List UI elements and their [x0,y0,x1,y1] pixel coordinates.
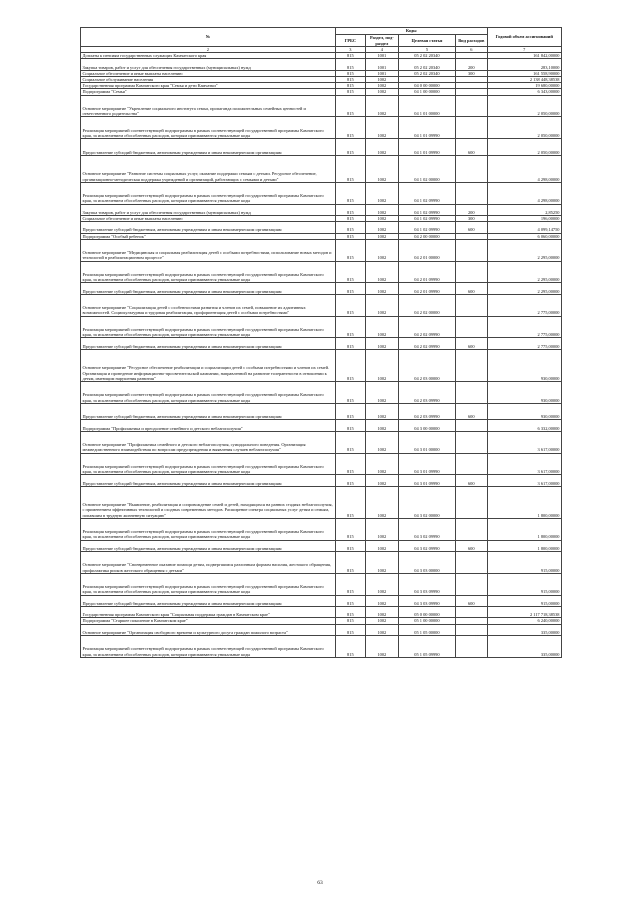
row-target-article: 04 3 03 09990 [398,573,455,595]
row-description: Реализация мероприятий соответствующей подпрограммы в рамках соответствующей государственной программы Камчатского края, за исключением обособленных расходов, которым присваиваются уникальные коды [81,316,336,338]
row-razdel: 1002 [365,636,398,658]
row-razdel: 1002 [365,573,398,595]
row-description: Основное мероприятие "Развитие системы социальных услуг, оказание поддержки семьям с детьми. Ресурсное обеспечение, организационно-методическая поддержка учреждений и организаций, работающих с семьями и детьми" [81,155,336,182]
row-description: Реализация мероприятий соответствующей подпрограммы в рамках соответствующей государственной программы Камчатского края, за исключением обособленных расходов, которым присваиваются уникальные коды [81,453,336,475]
row-razdel: 1002 [365,261,398,283]
row-expense-type: 600 [456,475,487,486]
row-razdel: 1002 [365,453,398,475]
header-index: 6 [456,47,487,53]
row-expense-type: 600 [456,222,487,233]
row-grbs: 815 [335,77,365,83]
header-vr: Вид расходов [456,35,487,47]
row-grbs: 815 [335,294,365,316]
row-grbs: 815 [335,431,365,453]
row-description: Предоставление субсидий бюджетным, автономным учреждениям и иным некоммерческим организациям [81,283,336,294]
row-amount: 2 775,00000 [487,338,561,349]
row-amount: 2 775,00000 [487,316,561,338]
table-row [81,636,562,658]
row-razdel: 1002 [365,222,398,233]
row-target-article: 04 2 02 00000 [398,294,455,316]
row-amount: 1 800,00000 [487,540,561,551]
row-target-article: 04 3 01 00000 [398,431,455,453]
row-amount: 19 680,00000 [487,83,561,89]
page-number: 63 [317,880,323,886]
row-amount: 2 050,00000 [487,117,561,139]
header-index: 3 [335,47,365,53]
row-amount: 2 295,00000 [487,239,561,261]
row-razdel: 1002 [365,381,398,403]
row-grbs: 815 [335,83,365,89]
row-expense-type [456,239,487,261]
row-expense-type [456,453,487,475]
row-target-article: 04 2 03 09990 [398,403,455,420]
row-description: Предоставление субсидий бюджетным, автономным учреждениям и иным некоммерческим организациям [81,475,336,486]
header-codes: Коды [335,28,487,35]
row-amount: 6 332,00000 [487,420,561,431]
row-razdel: 1002 [365,624,398,635]
header-grbs: ГРБС [335,35,365,47]
table-row [81,338,562,349]
row-target-article: 04 3 01 09990 [398,453,455,475]
row-expense-type: 600 [456,403,487,420]
row-amount: 335,00000 [487,636,561,658]
row-target-article: 05 1 05 00000 [398,624,455,635]
row-amount: 2 050,00000 [487,139,561,156]
table-row [81,518,562,540]
table-row [81,624,562,635]
row-description: Основное мероприятие "Медицинская и социальная реабилитация детей с особыми потребностями, использование новых методов и технологий в реабилитационном процессе" [81,239,336,261]
row-description: Реализация мероприятий соответствующей подпрограммы в рамках соответствующей государственной программы Камчатского края, за исключением обособленных расходов, которым присваиваются уникальные коды [81,381,336,403]
row-target-article: 04 2 03 09990 [398,381,455,403]
row-razdel: 1001 [365,59,398,70]
row-description: Основное мероприятие "Выявление, реабилитация и сопровождение семей и детей, находящихся на ранних стадиях неблагополучия, с применением эффективных технологий и сходных современных методов. Расширение спектра социальных услуг детям и семьям, попавшим в трудную жизненную ситуацию" [81,486,336,518]
row-description: Реализация мероприятий соответствующей подпрограммы в рамках соответствующей государственной программы Камчатского края, за исключением обособленных расходов, которым присваиваются уникальные коды [81,182,336,204]
row-expense-type [456,607,487,618]
row-target-article: 04 1 02 09990 [398,204,455,215]
row-description: Подпрограмма "Профилактика и преодоление семейного и детского неблагополучия" [81,420,336,431]
row-expense-type: 300 [456,215,487,221]
row-grbs: 815 [335,573,365,595]
table-row [81,381,562,403]
row-description: Предоставление субсидий бюджетным, автономным учреждениям и иным некоммерческим организациям [81,595,336,606]
row-amount: 2,85250 [487,204,561,215]
row-grbs: 815 [335,233,365,239]
row-target-article: 05 2 02 20340 [398,53,455,59]
row-razdel: 1002 [365,475,398,486]
row-grbs: 815 [335,607,365,618]
row-amount: 1 800,00000 [487,486,561,518]
row-description: Подпрограмма "Старшее поколение в Камчатском крае" [81,618,336,624]
row-description: Предоставление субсидий бюджетным, автономным учреждениям и иным некоммерческим организациям [81,540,336,551]
row-description: Предоставление субсидий бюджетным, автономным учреждениям и иным некоммерческим организациям [81,403,336,420]
row-target-article: 05 0 00 00000 [398,607,455,618]
table-row [81,552,562,574]
table-row [81,222,562,233]
row-expense-type: 600 [456,540,487,551]
row-amount: 2 295,00000 [487,283,561,294]
document-page [80,27,562,658]
row-grbs: 815 [335,338,365,349]
table-row [81,294,562,316]
row-razdel: 1002 [365,283,398,294]
row-expense-type [456,261,487,283]
row-razdel: 1002 [365,595,398,606]
row-grbs: 815 [335,552,365,574]
row-target-article: 04 2 02 09990 [398,338,455,349]
row-amount: 283,10000 [487,59,561,70]
row-expense-type [456,95,487,117]
table-row [81,261,562,283]
row-expense-type [456,117,487,139]
row-expense-type: 600 [456,595,487,606]
row-target-article: 04 1 02 00000 [398,155,455,182]
row-grbs: 815 [335,403,365,420]
row-amount: 161 842,00000 [487,53,561,59]
row-razdel: 1001 [365,70,398,76]
table-row [81,540,562,551]
row-target-article: 04 1 01 00000 [398,95,455,117]
row-description: Реализация мероприятий соответствующей подпрограммы в рамках соответствующей государственной программы Камчатского края, за исключением обособленных расходов, которым присваиваются уникальные коды [81,636,336,658]
row-description: Предоставление субсидий бюджетным, автономным учреждениям и иным некоммерческим организациям [81,222,336,233]
row-amount: 915,00000 [487,573,561,595]
row-grbs: 815 [335,239,365,261]
row-amount: 2 117 718,38538 [487,607,561,618]
row-amount: 6 240,00000 [487,618,561,624]
row-amount: 915,00000 [487,595,561,606]
table-row [81,486,562,518]
table-row [81,155,562,182]
table-row [81,431,562,453]
row-target-article: 04 1 00 00000 [398,89,455,95]
table-row [81,595,562,606]
row-description: Основное мероприятие "Организация свободного времени и культурного досуга граждан пожилого возраста" [81,624,336,635]
row-grbs: 815 [335,486,365,518]
row-grbs: 815 [335,139,365,156]
row-target-article: 04 1 01 09990 [398,117,455,139]
row-grbs: 815 [335,70,365,76]
row-razdel: 1002 [365,540,398,551]
row-target-article: 04 3 00 00000 [398,420,455,431]
row-target-article: 04 3 02 09990 [398,540,455,551]
table-row [81,316,562,338]
row-amount: 196,00000 [487,215,561,221]
row-amount: 4 298,00000 [487,182,561,204]
row-grbs: 815 [335,89,365,95]
row-amount: 2 775,00000 [487,294,561,316]
row-description: Основное мероприятие "Укрепление социального института семьи, пропаганда положительных семейных ценностей и ответственного родительства" [81,95,336,117]
row-razdel: 1002 [365,233,398,239]
table-row [81,403,562,420]
row-grbs: 815 [335,182,365,204]
row-razdel: 1001 [365,53,398,59]
table-row [81,239,562,261]
table-row [81,420,562,431]
row-expense-type [456,349,487,381]
row-expense-type [456,552,487,574]
row-grbs: 815 [335,117,365,139]
row-grbs: 815 [335,204,365,215]
row-description: Социальное обеспечение и иные выплаты населению [81,215,336,221]
row-description: Государственная программа Камчатского края "Семья и дети Камчатки" [81,83,336,89]
row-description: Реализация мероприятий соответствующей подпрограммы в рамках соответствующей государственной программы Камчатского края, за исключением обособленных расходов, которым присваиваются уникальные коды [81,261,336,283]
budget-table [80,27,562,658]
row-target-article: 04 2 01 09990 [398,261,455,283]
row-grbs: 815 [335,420,365,431]
row-description: Закупка товаров, работ и услуг для обеспечения государственных (муниципальных) нужд [81,204,336,215]
row-grbs: 815 [335,95,365,117]
row-razdel: 1002 [365,83,398,89]
row-grbs: 815 [335,540,365,551]
header-index: 4 [365,47,398,53]
row-amount: 3 617,00000 [487,475,561,486]
row-razdel: 1002 [365,316,398,338]
row-description: Социальное обслуживание населения [81,77,336,83]
row-razdel: 1002 [365,403,398,420]
row-grbs: 815 [335,53,365,59]
table-row [81,139,562,156]
row-expense-type [456,636,487,658]
row-description: Государственная программа Камчатского края "Социальная поддержка граждан в Камчатском крае" [81,607,336,618]
row-grbs: 815 [335,349,365,381]
row-grbs: 815 [335,59,365,70]
row-target-article: 04 3 02 09990 [398,518,455,540]
row-amount: 3 617,00000 [487,431,561,453]
row-grbs: 815 [335,316,365,338]
row-amount: 2 295,00000 [487,261,561,283]
row-expense-type [456,431,487,453]
row-expense-type [456,316,487,338]
row-grbs: 815 [335,595,365,606]
row-expense-type [456,155,487,182]
row-expense-type [456,294,487,316]
row-expense-type [456,518,487,540]
row-target-article: 04 3 02 00000 [398,486,455,518]
row-expense-type [456,420,487,431]
header-razdel: Раздел, под-раздел [365,35,398,47]
row-grbs: 815 [335,518,365,540]
header-index: 2 [81,47,336,53]
row-description: Основное мероприятие "Своевременное оказание помощи детям, подвергшимся различным формам насилия, жестокого обращения, профилактика рисков жестокого обращения с детьми" [81,552,336,574]
row-grbs: 815 [335,381,365,403]
row-razdel: 1002 [365,95,398,117]
row-amount: 161 558,90000 [487,70,561,76]
row-grbs: 815 [335,261,365,283]
row-target-article: 04 2 00 00000 [398,233,455,239]
row-expense-type [456,486,487,518]
row-description: Подпрограмма "Особый ребенок" [81,233,336,239]
row-target-article: 04 2 01 00000 [398,239,455,261]
row-razdel: 1002 [365,182,398,204]
row-razdel: 1002 [365,155,398,182]
row-razdel: 1002 [365,431,398,453]
row-razdel: 1002 [365,294,398,316]
row-amount: 930,00000 [487,381,561,403]
row-target-article: 04 0 00 00000 [398,83,455,89]
row-target-article: 05 1 00 00000 [398,618,455,624]
row-target-article: 04 3 03 00000 [398,552,455,574]
table-row [81,95,562,117]
row-grbs: 815 [335,636,365,658]
row-amount: 930,00000 [487,403,561,420]
row-razdel: 1002 [365,618,398,624]
row-amount: 2 050,00000 [487,95,561,117]
row-amount: 4 099,14750 [487,222,561,233]
row-razdel: 1002 [365,89,398,95]
row-amount: 6 343,00000 [487,89,561,95]
row-razdel: 1002 [365,420,398,431]
row-grbs: 815 [335,618,365,624]
table-row [81,59,562,70]
row-expense-type: 600 [456,139,487,156]
row-target-article: 04 1 01 09990 [398,139,455,156]
row-expense-type [456,573,487,595]
table-row [81,475,562,486]
row-razdel: 1002 [365,349,398,381]
row-description: Основное мероприятие "Социализация детей с особенностями развития и членов их семей, повышение их адаптивных возможностей. Социокультурная и трудовая реабилитация, профориентация детей с особыми потребностями" [81,294,336,316]
row-amount: 4 298,00000 [487,155,561,182]
row-target-article: 04 2 01 09990 [398,283,455,294]
table-row [81,573,562,595]
row-razdel: 1002 [365,117,398,139]
row-description: Основное мероприятие "Профилактика семейного и детского неблагополучия, суицидального поведения. Организация межведомственного взаимодействия по вопросам предупреждения и выявления случаев неблагополучия" [81,431,336,453]
row-grbs: 815 [335,222,365,233]
table-row [81,182,562,204]
row-description: Закупка товаров, работ и услуг для обеспечения государственных (муниципальных) нужд [81,59,336,70]
row-expense-type: 600 [456,338,487,349]
row-grbs: 815 [335,155,365,182]
row-target-article: 04 3 01 09990 [398,475,455,486]
header-cs: Целевая статья [398,35,455,47]
row-razdel: 1002 [365,77,398,83]
row-razdel: 1002 [365,518,398,540]
header-index: 7 [487,47,561,53]
row-grbs: 815 [335,215,365,221]
header-index: 5 [398,47,455,53]
row-razdel: 1002 [365,338,398,349]
row-amount: 2 138 448,38538 [487,77,561,83]
row-target-article: 05 1 05 09990 [398,636,455,658]
row-description: Социальное обеспечение и иные выплаты населению [81,70,336,76]
row-description: Предоставление субсидий бюджетным, автономным учреждениям и иным некоммерческим организациям [81,338,336,349]
row-expense-type: 300 [456,70,487,76]
row-description: Предоставление субсидий бюджетным, автономным учреждениям и иным некоммерческим организациям [81,139,336,156]
row-description: Реализация мероприятий соответствующей подпрограммы в рамках соответствующей государственной программы Камчатского края, за исключением обособленных расходов, которым присваиваются уникальные коды [81,573,336,595]
table-header [81,28,562,53]
row-target-article: 04 3 03 09990 [398,595,455,606]
row-amount: 335,00000 [487,624,561,635]
row-expense-type: 600 [456,283,487,294]
row-target-article: 04 1 02 09990 [398,222,455,233]
row-target-article: 05 2 02 20340 [398,59,455,70]
row-amount: 6 060,00000 [487,233,561,239]
row-amount: 3 617,00000 [487,453,561,475]
row-expense-type: 200 [456,59,487,70]
row-razdel: 1002 [365,139,398,156]
row-target-article: 04 1 02 09990 [398,215,455,221]
row-expense-type [456,182,487,204]
row-grbs: 815 [335,475,365,486]
header-num: № [81,28,336,47]
row-target-article: 04 2 02 09990 [398,316,455,338]
row-description: Подпрограмма "Семья" [81,89,336,95]
table-body [81,53,562,658]
row-description: Основное мероприятие "Ресурсное обеспечение реабилитации и социализации детей с особыми потребностями и членов их семей. Организация и проведение информационно-просветительской кампании, направленной на развитие толерантности в отношении к детям, имеющим нарушения развития" [81,349,336,381]
row-expense-type: 200 [456,204,487,215]
row-razdel: 1002 [365,607,398,618]
row-razdel: 1002 [365,552,398,574]
row-target-article: 04 1 02 09990 [398,182,455,204]
row-grbs: 815 [335,624,365,635]
row-razdel: 1002 [365,239,398,261]
row-target-article: 04 2 03 00000 [398,349,455,381]
row-amount: 915,00000 [487,552,561,574]
row-target-article: 05 2 02 20340 [398,70,455,76]
row-expense-type [456,624,487,635]
header-amount: Годовой объем ассигнований [487,28,561,47]
row-razdel: 1002 [365,204,398,215]
table-row [81,283,562,294]
row-grbs: 815 [335,453,365,475]
row-expense-type [456,381,487,403]
table-row [81,349,562,381]
table-row [81,453,562,475]
table-row [81,607,562,618]
row-description: Реализация мероприятий соответствующей подпрограммы в рамках соответствующей государственной программы Камчатского края, за исключением обособленных расходов, которым присваиваются уникальные коды [81,117,336,139]
row-razdel: 1002 [365,486,398,518]
row-grbs: 815 [335,283,365,294]
row-description: Реализация мероприятий соответствующей подпрограммы в рамках соответствующей государственной программы Камчатского края, за исключением обособленных расходов, которым присваиваются уникальные коды [81,518,336,540]
row-amount: 1 800,00000 [487,518,561,540]
table-row [81,204,562,215]
table-row [81,117,562,139]
row-razdel: 1002 [365,215,398,221]
row-amount: 930,00000 [487,349,561,381]
row-description: Доплаты к пенсиям государственных служащих Камчатского края [81,53,336,59]
